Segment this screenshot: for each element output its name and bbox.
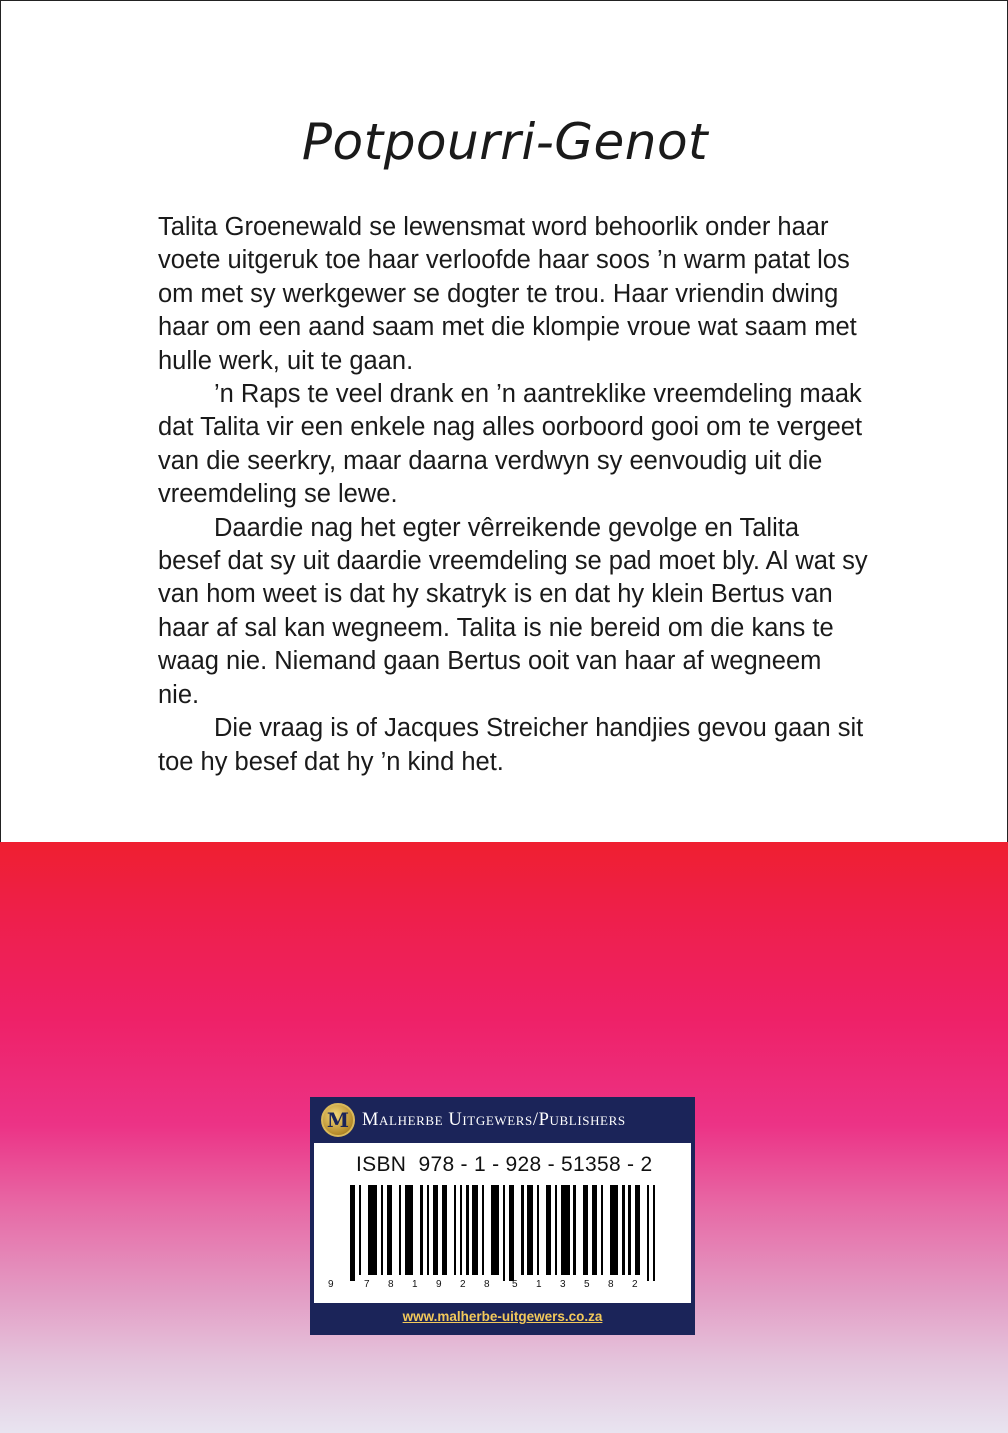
barcode-bar: [466, 1185, 468, 1275]
blurb-paragraph: Talita Groenewald se lewensmat word behoorlik onder haar voete uitgeruk toe haar verloofde haar soos ’n warm patat los om met sy werkgewer se dogter te trou. Haar vriendin dwing haar om een aand saam met die klompie vroue wat saam met hulle werk, uit te gaan.: [158, 213, 857, 375]
barcode-bar: [405, 1185, 413, 1275]
barcode-bar: [573, 1185, 575, 1275]
publisher-header: [310, 1097, 695, 1143]
barcode-bar: [527, 1185, 532, 1275]
barcode-bar: [433, 1185, 438, 1275]
barcode-bars: [350, 1185, 656, 1277]
barcode-bar: [399, 1185, 401, 1275]
barcode-bar: [387, 1185, 392, 1275]
barcode-digit: 7: [364, 1279, 370, 1290]
barcode-bar: [583, 1185, 588, 1275]
barcode-bar: [482, 1185, 484, 1275]
barcode-bar: [381, 1185, 383, 1275]
blurb-paragraph: ’n Raps te veel drank en ’n aantreklike vreemdeling maak dat Talita vir een enkele nag alles oorboord gooi om te vergeet van die seerkry, maar daarna verdwyn sy eenvoudig uit die vreemdeling se lewe.: [158, 380, 863, 509]
barcode-digit: 1: [536, 1279, 542, 1290]
barcode-digits: [328, 1279, 648, 1291]
barcode-digit: 3: [560, 1279, 566, 1290]
barcode-bar: [503, 1185, 505, 1281]
barcode-bar: [472, 1185, 477, 1275]
barcode-bar: [460, 1185, 462, 1275]
publisher-logo-icon: [321, 1103, 355, 1137]
barcode-bar: [628, 1185, 630, 1275]
isbn-label: ISBN 978 - 1 - 928 - 51358 - 2: [356, 1153, 653, 1176]
publisher-barcode-block: [310, 1097, 695, 1335]
barcode-bar: [454, 1185, 456, 1275]
barcode-digit: 2: [460, 1279, 466, 1290]
barcode-bar: [509, 1185, 514, 1281]
barcode-digit: 9: [328, 1279, 334, 1290]
barcode-bar: [491, 1185, 499, 1275]
book-blurb: [158, 211, 868, 779]
blurb-paragraph: Die vraag is of Jacques Streicher handjies gevou gaan sit toe hy besef dat hy ’n kind het.: [158, 714, 864, 776]
publisher-website-link[interactable]: www.malherbe-uitgewers.co.za: [402, 1309, 603, 1324]
barcode-bar: [350, 1185, 355, 1281]
barcode-bar: [561, 1185, 569, 1275]
barcode-digit: 5: [584, 1279, 590, 1290]
blurb-paragraph: Daardie nag het egter vêrreikende gevolge en Talita besef dat sy uit daardie vreemdeling se pad moet bly. Al wat sy van hom weet is dat hy skatryk is en dat hy klein Bertus van haar af sal kan wegneem. Talita is nie bereid om die kans te waag nie. Niemand gaan Bertus ooit van haar af wegneem nie.: [158, 513, 868, 709]
barcode-digit: 8: [484, 1279, 490, 1290]
barcode-panel: [314, 1143, 691, 1303]
barcode-bar: [537, 1185, 539, 1275]
publisher-logo-letter: M: [326, 1108, 350, 1132]
book-title: Potpourri-Genot: [301, 113, 709, 171]
barcode-bar: [635, 1185, 640, 1275]
barcode-bar: [521, 1185, 523, 1275]
barcode-digit: 5: [512, 1279, 518, 1290]
barcode-digit: 1: [412, 1279, 418, 1290]
barcode-bar: [546, 1185, 551, 1275]
barcode-digit: 2: [632, 1279, 638, 1290]
barcode-bar: [601, 1185, 603, 1275]
barcode-bar: [653, 1185, 655, 1281]
barcode-bar: [420, 1185, 422, 1275]
barcode-bar: [622, 1185, 624, 1275]
barcode-bar: [368, 1185, 376, 1275]
barcode-digit: 8: [388, 1279, 394, 1290]
barcode-bar: [442, 1185, 447, 1275]
barcode-bar: [592, 1185, 597, 1275]
barcode-bar: [427, 1185, 429, 1275]
barcode-bar: [647, 1185, 649, 1281]
publisher-name: Malherbe Uitgewers/Publishers: [362, 1109, 626, 1130]
barcode-bar: [359, 1185, 361, 1275]
barcode-bar: [555, 1185, 557, 1275]
barcode-digit: 8: [608, 1279, 614, 1290]
barcode-bar: [610, 1185, 618, 1275]
barcode-digit: 9: [436, 1279, 442, 1290]
